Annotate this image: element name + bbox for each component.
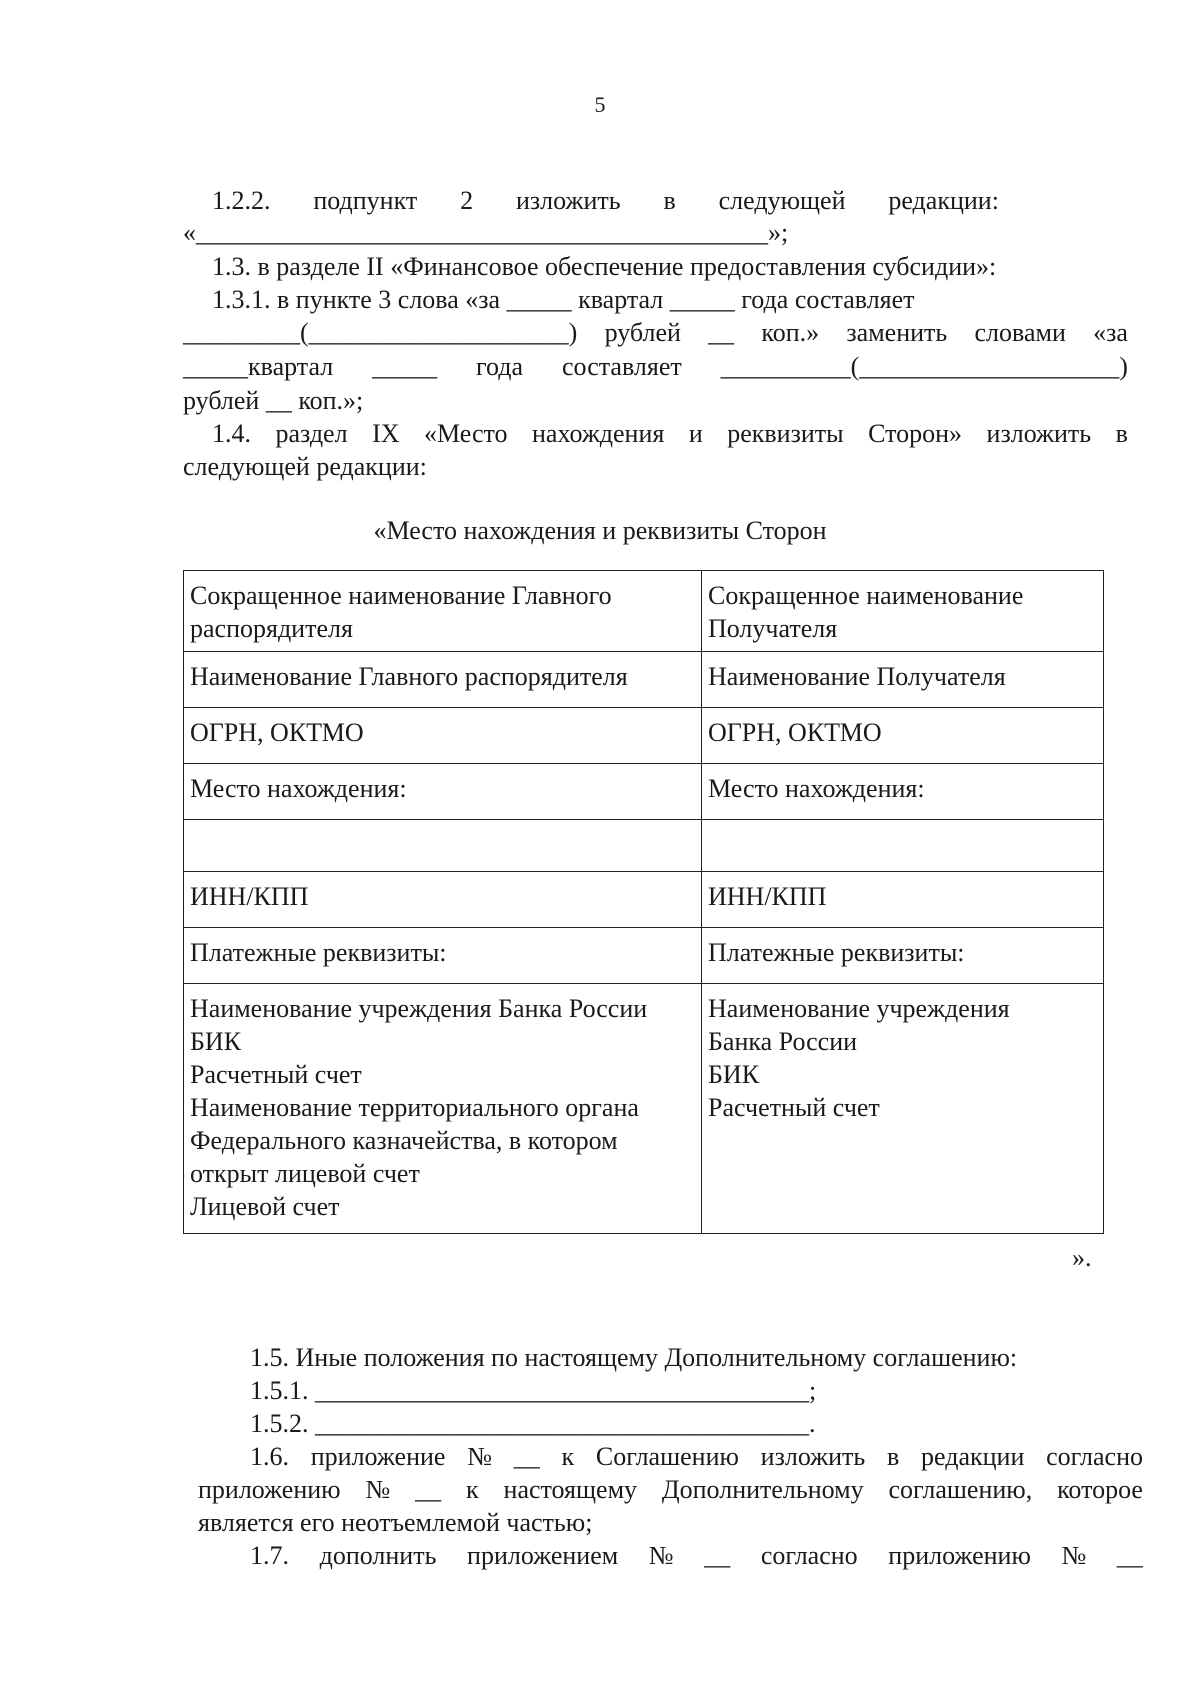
paragraph-1-6-line-2 <box>198 1475 1143 1505</box>
word: 2 <box>460 186 474 215</box>
word: в <box>887 1442 900 1471</box>
cell-text: Место нахождения: <box>708 774 925 804</box>
right-cell <box>702 984 1104 1234</box>
cell-text: ОГРН, ОКТМО <box>190 718 364 748</box>
paragraph-1-7 <box>250 1541 1143 1571</box>
word: _____ <box>372 352 438 381</box>
paragraph-1-6-line-3: является его неотъемлемой частью; <box>198 1508 593 1537</box>
word: реквизиты <box>727 419 844 448</box>
word: приложению <box>888 1541 1031 1570</box>
left-cell <box>184 764 702 820</box>
word: «за <box>1093 318 1128 347</box>
cell-text: Лицевой счет <box>190 1192 340 1222</box>
word: __ <box>1116 1541 1143 1570</box>
paragraph-1-3-1-line-3 <box>183 352 1128 382</box>
table-row <box>184 708 1104 764</box>
paragraph-1-3-1-line-2 <box>183 318 1128 348</box>
word: № <box>648 1541 674 1570</box>
word: Сторон» <box>868 419 963 448</box>
word: настоящему <box>503 1475 638 1504</box>
section-title: «Место нахождения и реквизиты Сторон <box>373 516 827 545</box>
word: __________(____________________) <box>720 352 1128 381</box>
paragraph-1-2-2-line-2: «____________________________________________»; <box>183 218 789 247</box>
word: словами <box>974 318 1066 347</box>
right-cell <box>702 820 1104 872</box>
word: __ <box>708 318 735 347</box>
paragraph-1-3-1-line-4: рублей __ коп.»; <box>183 386 364 415</box>
word: изложить <box>516 186 621 215</box>
cell-text: БИК <box>708 1060 760 1090</box>
word: коп.» <box>761 318 820 347</box>
word: № <box>1061 1541 1087 1570</box>
word: нахождения <box>532 419 665 448</box>
table-row <box>184 652 1104 708</box>
word: согласно <box>1046 1442 1143 1471</box>
cell-text: ИНН/КПП <box>708 882 827 912</box>
table-row <box>184 764 1104 820</box>
left-cell <box>184 872 702 928</box>
word: 1.4. <box>212 419 251 448</box>
word: __ <box>704 1541 731 1570</box>
cell-text: Получателя <box>708 614 838 644</box>
left-cell <box>184 652 702 708</box>
table-row <box>184 872 1104 928</box>
cell-text: БИК <box>190 1027 242 1057</box>
word: изложить <box>986 419 1092 448</box>
table-row <box>184 928 1104 984</box>
cell-text: Сокращенное наименование Главного <box>190 581 612 610</box>
cell-text: открыт лицевой счет <box>190 1159 420 1189</box>
word: приложению <box>198 1475 341 1504</box>
table-row <box>184 571 1104 652</box>
left-cell <box>184 984 702 1234</box>
word: «Место <box>423 419 508 448</box>
right-cell <box>702 928 1104 984</box>
cell-text: Расчетный счет <box>190 1060 362 1090</box>
word: года <box>476 352 524 381</box>
word: Дополнительному <box>661 1475 864 1504</box>
word: № <box>467 1442 492 1471</box>
word: 1.7. <box>250 1541 289 1570</box>
page-number: 5 <box>594 92 606 117</box>
left-cell <box>184 571 702 652</box>
word: приложение <box>310 1442 446 1471</box>
word: согласно <box>760 1541 858 1570</box>
paragraph-1-3: 1.3. в разделе II «Финансовое обеспечение предоставления субсидии»: <box>212 252 997 281</box>
paragraph-1-5-2: 1.5.2. ______________________________________. <box>250 1409 816 1438</box>
word: заменить <box>846 318 948 347</box>
left-cell <box>184 820 702 872</box>
word: __ <box>513 1442 540 1471</box>
cell-text: Наименование учреждения Банка России <box>190 994 648 1024</box>
cell-text: ИНН/КПП <box>190 882 309 912</box>
right-cell <box>702 708 1104 764</box>
right-cell <box>702 764 1104 820</box>
word: редакции: <box>888 186 999 215</box>
word: изложить <box>760 1442 866 1471</box>
table-row <box>184 820 1104 872</box>
cell-text: Место нахождения: <box>190 774 407 804</box>
cell-text: распорядителя <box>190 614 353 644</box>
right-cell <box>702 652 1104 708</box>
word: в <box>1115 419 1128 448</box>
word: в <box>663 186 676 215</box>
cell-text: Федерального казначейства, в котором <box>190 1126 618 1156</box>
paragraph-1-4-line-1 <box>212 419 1128 449</box>
cell-text: Наименование Получателя <box>708 662 1006 692</box>
paragraph-1-4-line-2: следующей редакции: <box>183 452 427 481</box>
requisites-table <box>183 570 1104 1234</box>
word: которое <box>1057 1475 1143 1504</box>
cell-text: Наименование территориального органа <box>190 1093 639 1123</box>
left-cell <box>184 928 702 984</box>
word: _________(____________________) <box>183 318 578 347</box>
paragraph-1-3-1-line-1: 1.3.1. в пункте 3 слова «за _____ квартал _____ года составляет <box>212 285 915 314</box>
cell-text: Наименование учреждения <box>708 994 1010 1024</box>
cell-text: Сокращенное наименование <box>708 581 1024 610</box>
paragraph-1-2-2-line-1 <box>212 186 999 216</box>
word: к <box>561 1442 575 1471</box>
word: и <box>688 419 703 448</box>
word: раздел <box>275 419 348 448</box>
cell-text: Платежные реквизиты: <box>190 938 447 968</box>
word: рублей <box>604 318 681 347</box>
word: № <box>365 1475 391 1504</box>
word: к <box>466 1475 479 1504</box>
word: дополнить <box>319 1541 437 1570</box>
cell-text: Банка России <box>708 1027 858 1057</box>
word: приложением <box>467 1541 619 1570</box>
word: Соглашению <box>595 1442 739 1471</box>
table-closing-quote: ». <box>1072 1243 1092 1272</box>
word: IX <box>372 419 400 448</box>
word: составляет <box>562 352 682 381</box>
left-cell <box>184 708 702 764</box>
cell-text: ОГРН, ОКТМО <box>708 718 882 748</box>
word: _____квартал <box>183 352 334 381</box>
right-cell <box>702 571 1104 652</box>
cell-text: Наименование Главного распорядителя <box>190 662 628 692</box>
word: редакции <box>921 1442 1025 1471</box>
table-row <box>184 984 1104 1234</box>
paragraph-1-5: 1.5. Иные положения по настоящему Дополнительному соглашению: <box>250 1343 1018 1372</box>
right-cell <box>702 872 1104 928</box>
word: следующей <box>718 186 846 215</box>
word: __ <box>415 1475 442 1504</box>
cell-text: Расчетный счет <box>708 1093 880 1123</box>
cell-text: Платежные реквизиты: <box>708 938 965 968</box>
word: подпункт <box>313 186 418 215</box>
word: соглашению, <box>888 1475 1033 1504</box>
word: 1.6. <box>250 1442 289 1471</box>
word: 1.2.2. <box>212 186 271 215</box>
paragraph-1-6-line-1 <box>250 1442 1143 1472</box>
paragraph-1-5-1: 1.5.1. ______________________________________; <box>250 1376 817 1405</box>
